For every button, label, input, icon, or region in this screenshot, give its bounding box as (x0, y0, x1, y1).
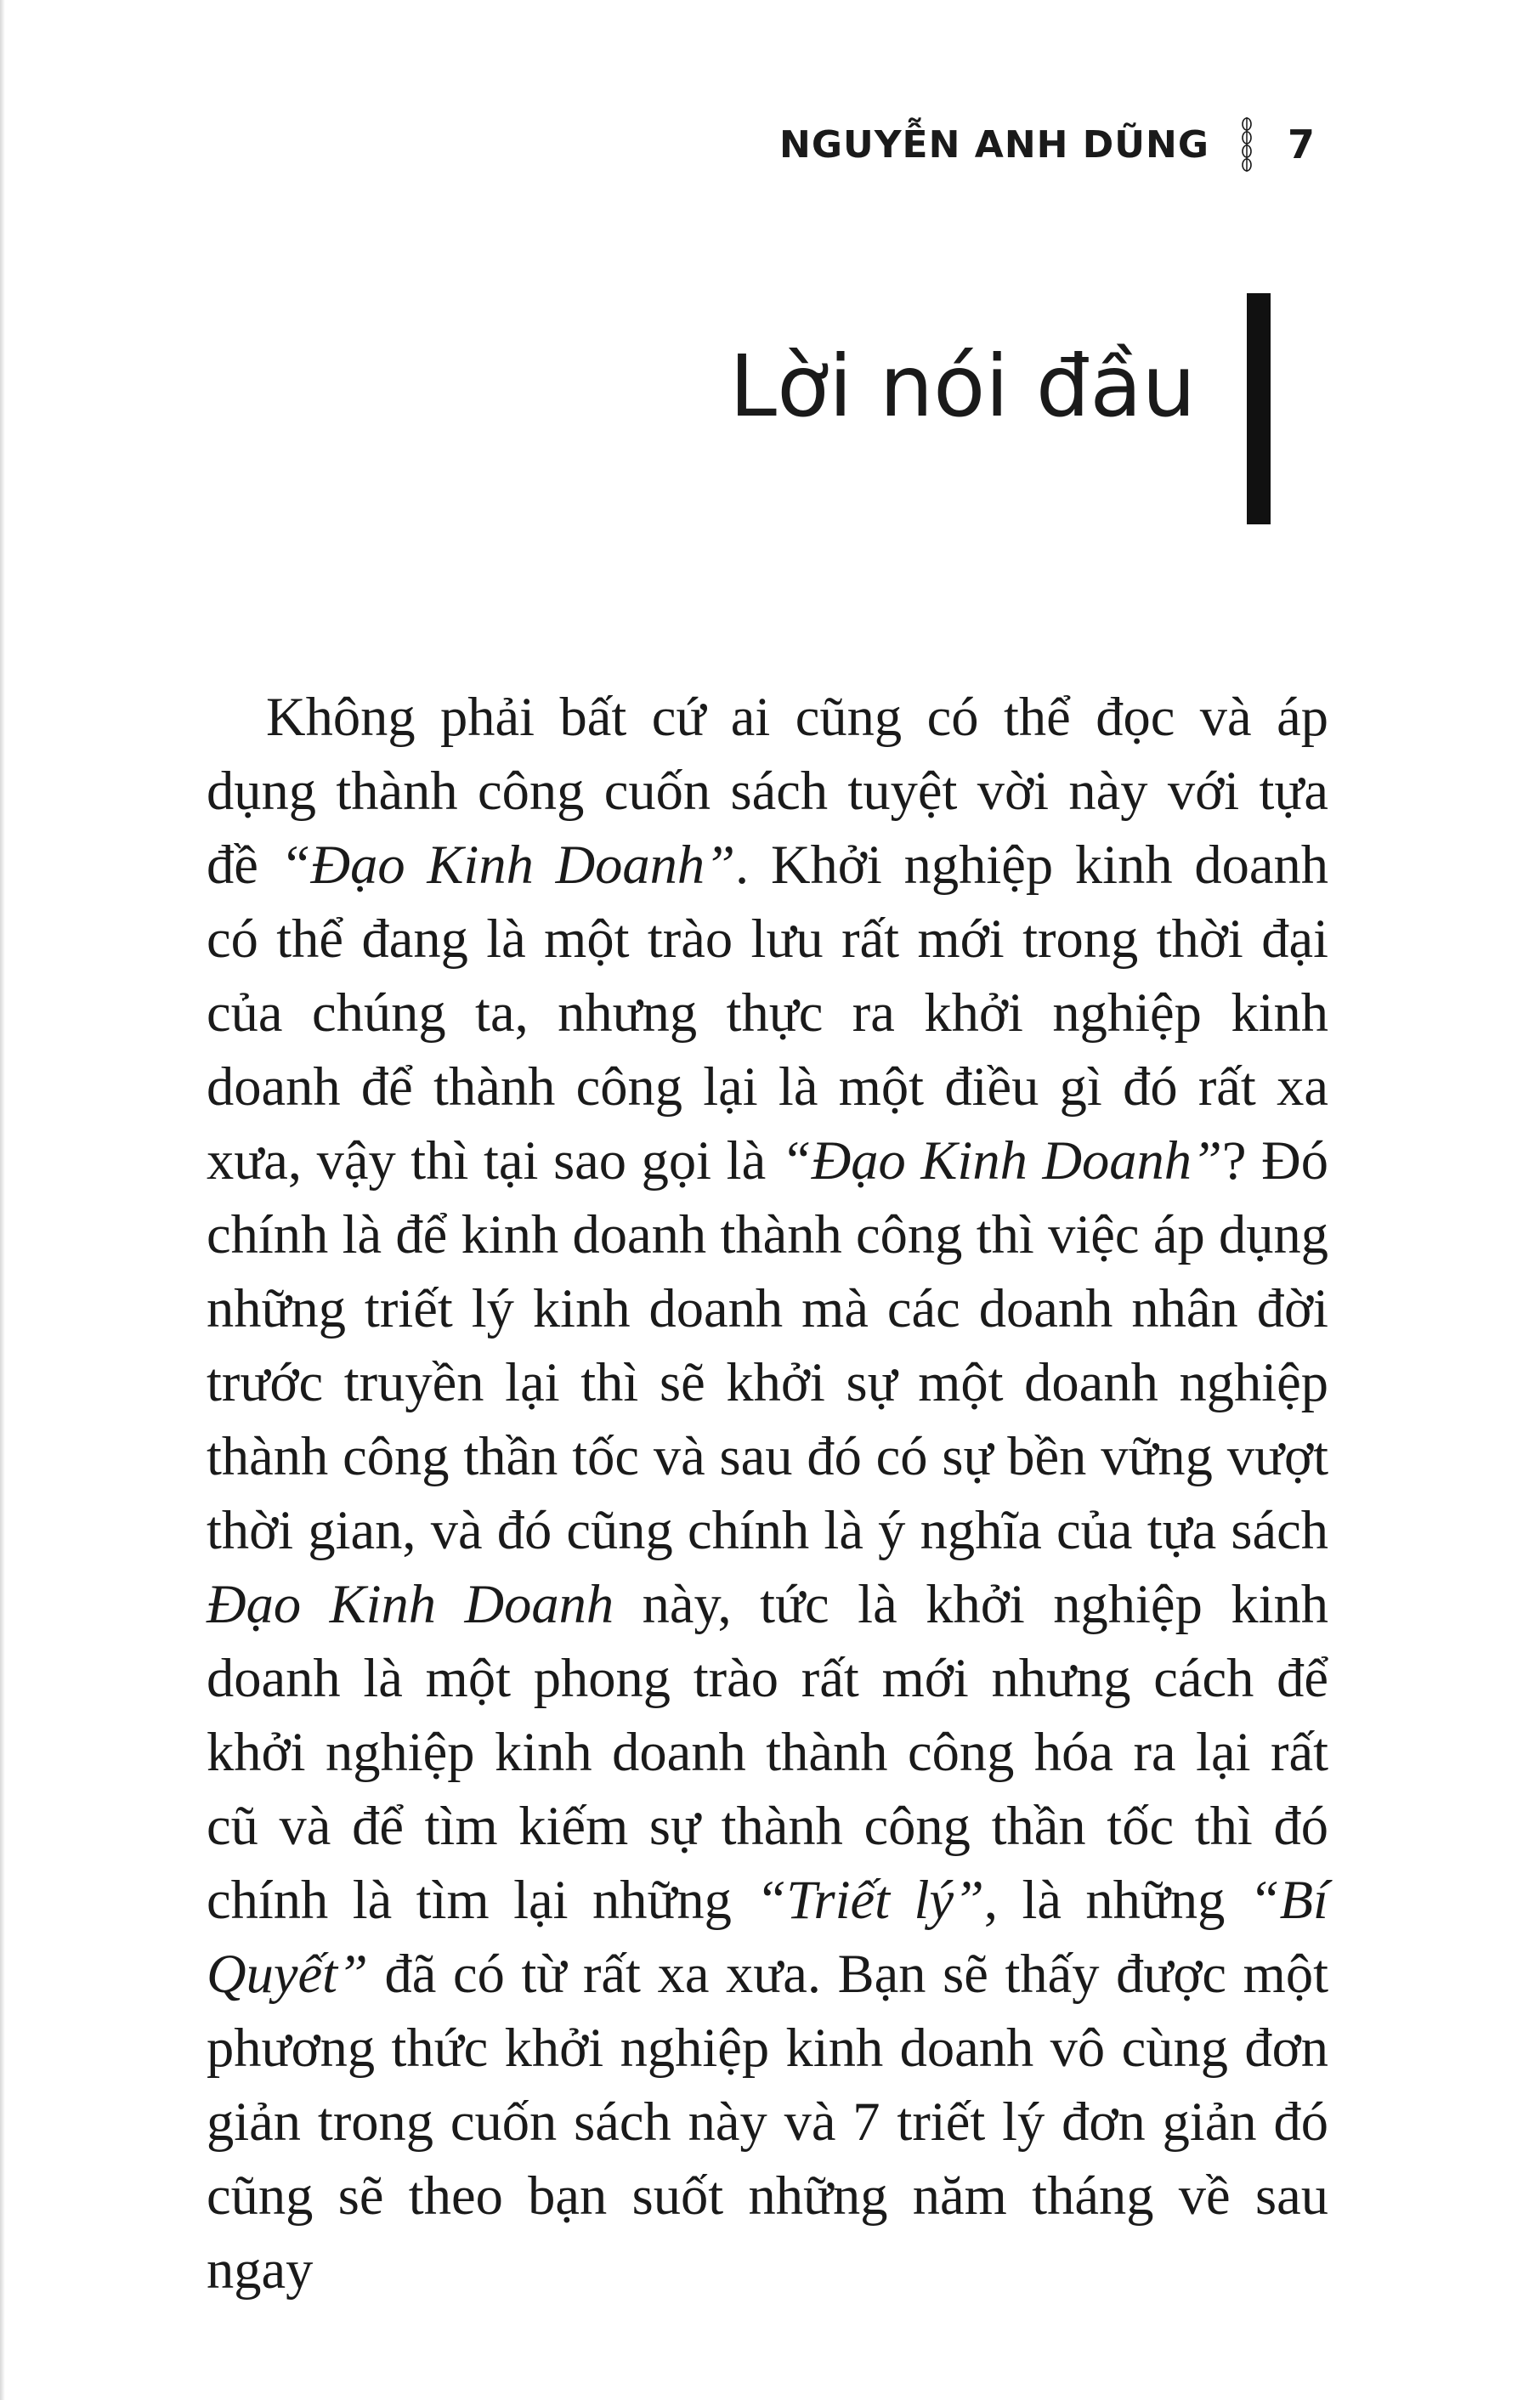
page-edge-shadow (0, 0, 5, 2400)
book-title-emphasis: Đạo Kinh Doanh (207, 1574, 614, 1634)
body-paragraph (207, 680, 1328, 2307)
body-text-segment: này, tức là khởi nghiệp kinh doanh là một phong trào rất mới nhưng cách để khởi nghiệp kinh doanh thành công hóa ra lại rất cũ và để tìm kiếm sự thành công thần tốc thì đó chính là tìm lại những (207, 1574, 1328, 1930)
body-text-segment: ? Đó chính là để kinh doanh thành công thì việc áp dụng những triết lý kinh doanh mà các doanh nhân đời trước truyền lại thì sẽ khởi sự một doanh nghiệp thành công thần tốc và sau đó có sự bền vững vượt thời gian, và đó cũng chính là ý nghĩa của tựa sách (207, 1130, 1328, 1560)
body-text-segment: Không phải bất cứ ai cũng có thể đọc và áp dụng thành công cuốn sách tuyệt vời này với tựa đề (207, 687, 1328, 895)
page-number: 7 (1287, 122, 1315, 167)
philosophy-quote: “Triết lý” (756, 1870, 984, 1930)
body-text-segment: đã có từ rất xa xưa. Bạn sẽ thấy được một phương thức khởi nghiệp kinh doanh vô cùng đơn giản trong cuốn sách này và 7 triết lý đơn giản đó cũng sẽ theo bạn suốt những năm tháng về sau ngay (207, 1944, 1328, 2300)
secret-quote: “Bí Quyết” (207, 1870, 1328, 2004)
running-header (779, 119, 1315, 170)
book-title-quote: “Đạo Kinh Doanh” (780, 1130, 1222, 1191)
title-decoration-bar (1247, 293, 1271, 524)
body-text-segment: , là những (983, 1870, 1249, 1930)
ornament-divider-icon (1238, 116, 1255, 173)
body-text-segment: . Khởi nghiệp kinh doanh có thể đang là một trào lưu rất mới trong thời đại của chúng ta, nhưng thực ra khởi nghiệp kinh doanh để thành công lại là một điều gì đó rất xa xưa, vậy thì tại sao gọi là (207, 835, 1328, 1191)
author-name: NGUYỄN ANH DŨNG (779, 122, 1209, 167)
book-title-quote: “Đạo Kinh Doanh” (280, 835, 736, 895)
chapter-title: Lời nói đầu (729, 337, 1196, 436)
